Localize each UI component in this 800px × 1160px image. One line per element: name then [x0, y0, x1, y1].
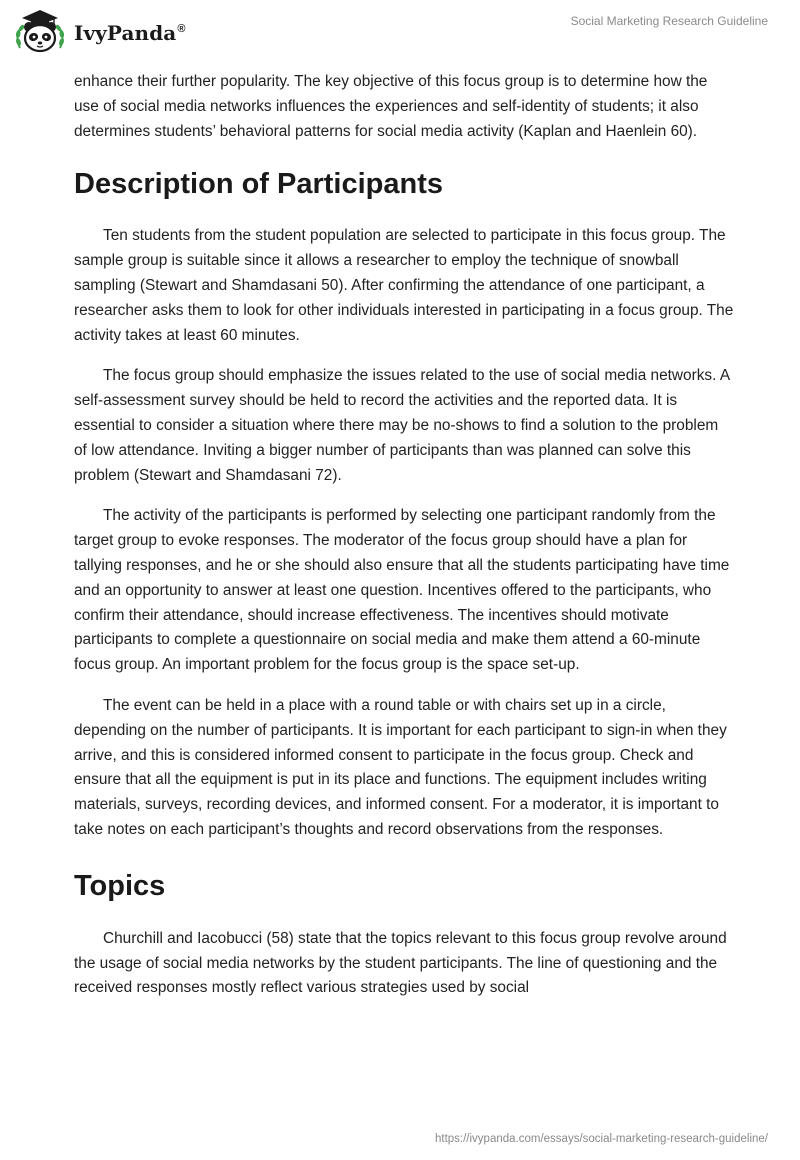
page-header	[0, 0, 800, 62]
section-heading-topics: Topics	[74, 869, 166, 902]
brand-logo[interactable]	[14, 8, 186, 54]
section-heading-participants: Description of Participants	[74, 168, 444, 201]
document-title: Social Marketing Research Guideline	[570, 14, 768, 28]
paragraph: Churchill and Iacobucci (58) state that the topics relevant to this focus group revolve around the usage of social media networks by the student participants. The line of questioning and the received responses mostly reflect various strategies used by social	[74, 929, 727, 997]
article-body	[74, 70, 734, 1001]
paragraph: The event can be held in a place with a round table or with chairs set up in a circle, depending on the number of participants. It is important for each participant to sign-in when they arrive, and this is considered informed consent to participate in the focus group. Check and ensure that all the equipment is put in its place and functions. The equipment includes writing materials, surveys, recording devices, and informed consent. For a moderator, it is important to take notes on each participant’s thoughts and record observations from the responses.	[74, 696, 727, 838]
paragraph: The activity of the participants is performed by selecting one participant randomly from the target group to evoke responses. The moderator of the focus group should have a plan for tallying responses, and he or she should also ensure that all the students participating have time and an opportunity to answer at least one question. Incentives offered to the participants, who confirm their attendance, should increase effectiveness. The incentives should motivate participants to complete a questionnaire on social media and make them attend a 60-minute focus group. An important problem for the focus group is the space set-up.	[74, 507, 730, 674]
intro-paragraph: enhance their further popularity. The key objective of this focus group is to determine how the use of social media networks influences the experiences and self-identity of students; it also determines students’ behavioral patterns for social media activity (Kaplan and Haenlein 60).	[74, 73, 708, 140]
paragraph: The focus group should emphasize the issues related to the use of social media networks. A self-assessment survey should be held to record the activities and the reported data. It is essential to consider a situation where there may be no-shows to find a solution to the problem of low attendance. Inviting a bigger number of participants than was planned can solve this problem (Stewart and Shamdasani 72).	[74, 367, 730, 484]
brand-name: IvyPanda®	[74, 21, 186, 45]
panda-graduate-icon	[14, 8, 66, 54]
paragraph: Ten students from the student population are selected to participate in this focus group. The sample group is suitable since it allows a researcher to employ the technique of snowball sampling (Stewart and Shamdasani 50). After confirming the attendance of one participant, a researcher asks them to look for other individuals interested in participating in a focus group. The activity takes at least 60 minutes.	[74, 227, 734, 344]
footer-url[interactable]: https://ivypanda.com/essays/social-marketing-research-guideline/	[434, 1133, 768, 1145]
